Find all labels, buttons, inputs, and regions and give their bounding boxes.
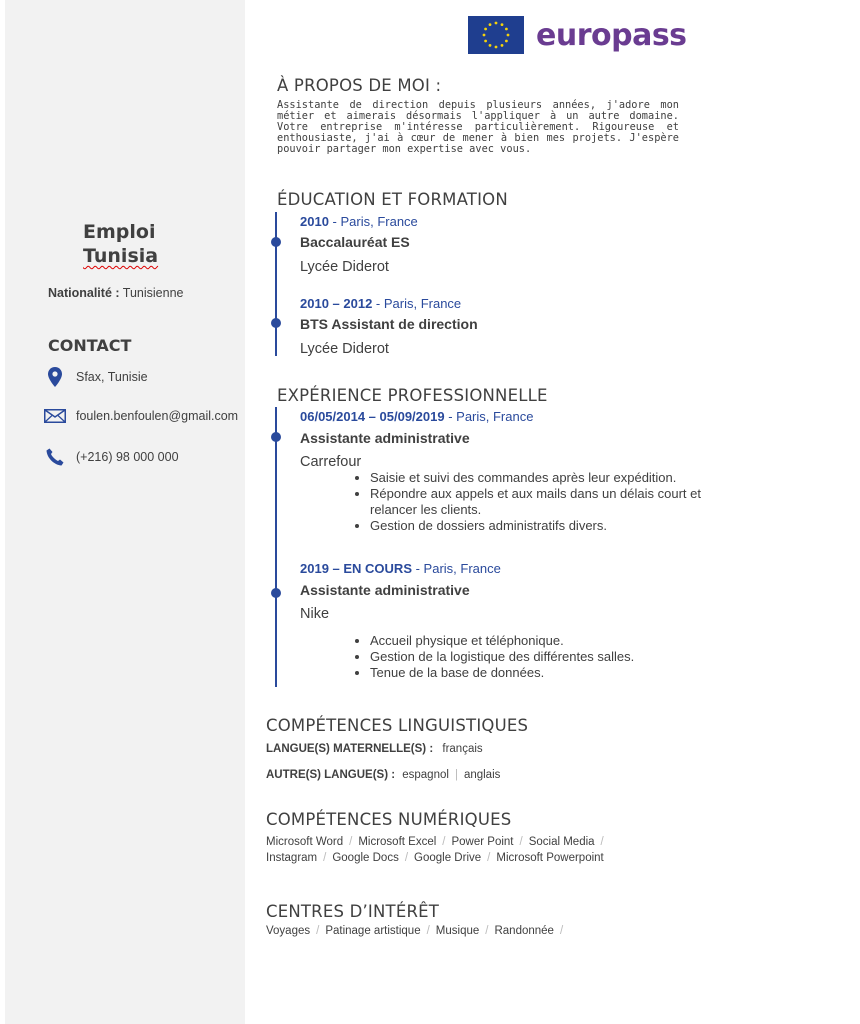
education-school: Lycée Diderot (300, 341, 389, 357)
name-last: Tunisia (83, 245, 159, 267)
skill-tag: Microsoft Powerpoint (496, 852, 604, 864)
about-heading: À PROPOS DE MOI : (277, 76, 442, 95)
languages-heading: COMPÉTENCES LINGUISTIQUES (266, 716, 529, 735)
education-timeline (275, 212, 277, 356)
native-languages (266, 743, 483, 755)
education-heading: ÉDUCATION ET FORMATION (277, 190, 508, 209)
digital-skills-list: Microsoft Word / Microsoft Excel / Power Point / Social Media / Instagram / Google Docs / Google Drive / Microsoft Powerpoint (266, 836, 604, 864)
about-text: Assistante de direction depuis plusieurs années, j'adore mon métier et aimerais désormais l'appliquer à un autre domaine. Votre entreprise m'intéresse particulièrement. Rigoureuse et enthousiaste, j'ai à cœur de mener à bien mes projets. J'espère pouvoir partager mon expertise avec vous. (277, 99, 679, 155)
contact-phone (44, 448, 179, 466)
separator: | (454, 769, 458, 781)
experience-company: Nike (300, 606, 330, 622)
nationality-value: Tunisienne (122, 286, 184, 300)
interests-list: Voyages / Patinage artistique / Musique / Randonnée / (266, 925, 564, 937)
interest-tag: Patinage artistique (325, 925, 421, 937)
list-item: • Tenue de la base de données. (370, 665, 710, 681)
nationality-label: Nationalité : (48, 286, 120, 300)
europass-wordmark: europass (536, 17, 687, 53)
location-pin-icon (44, 367, 66, 387)
interests-heading: CENTRES D’INTÉRÊT (266, 902, 440, 921)
timeline-dot (271, 237, 281, 247)
name-first: Emploi (83, 221, 156, 243)
contact-address (44, 367, 148, 387)
native-language-value: français (442, 743, 483, 755)
date-place: - Paris, France (372, 296, 462, 311)
phone-icon (44, 448, 66, 466)
candidate-name (78, 220, 158, 268)
native-language-label: LANGUE(S) MATERNELLE(S) : (266, 743, 434, 755)
experience-title: Assistante administrative (300, 582, 470, 598)
nationality (48, 286, 183, 300)
experience-date (300, 561, 501, 576)
date-place: - Paris, France (444, 409, 534, 424)
europass-logo (468, 16, 687, 54)
language-tag: anglais (463, 769, 501, 781)
interest-tag: Randonnée (494, 925, 554, 937)
education-date (300, 296, 461, 311)
sidebar (5, 0, 245, 1024)
date-range: 2019 – EN COURS (300, 561, 412, 576)
experience-heading: EXPÉRIENCE PROFESSIONNELLE (277, 386, 548, 405)
list-item: • Gestion de la logistique des différentes salles. (370, 649, 710, 665)
eu-flag-icon (468, 16, 524, 54)
experience-date (300, 409, 533, 424)
address-text: Sfax, Tunisie (76, 370, 148, 384)
timeline-dot (271, 318, 281, 328)
education-date (300, 214, 418, 229)
list-item: • Saisie et suivi des commandes après leur expédition. (370, 470, 710, 486)
date-place: - Paris, France (328, 214, 418, 229)
other-languages (266, 769, 500, 781)
interest-tag: Voyages (266, 925, 311, 937)
experience-tasks (330, 633, 710, 681)
phone-text: (+216) 98 000 000 (76, 450, 179, 464)
other-language-label: AUTRE(S) LANGUE(S) : (266, 769, 396, 781)
skill-tag: Google Docs (332, 852, 399, 864)
email-text[interactable]: foulen.benfoulen@gmail.com (76, 409, 239, 423)
education-title: Baccalauréat ES (300, 234, 410, 250)
date-range: 2010 – 2012 (300, 296, 373, 311)
list-item: • Gestion de dossiers administratifs divers. (370, 518, 710, 534)
envelope-icon (44, 409, 66, 423)
list-item: • Accueil physique et téléphonique. (370, 633, 710, 649)
list-item: • Répondre aux appels et aux mails dans un délais court et relancer les clients. (370, 486, 710, 518)
experience-title: Assistante administrative (300, 430, 470, 446)
date-place: - Paris, France (412, 561, 501, 576)
date-range: 2010 (300, 214, 329, 229)
skill-tag: Microsoft Word (266, 836, 344, 848)
skill-tag: Power Point (451, 836, 514, 848)
interest-tag: Musique (435, 925, 480, 937)
date-range: 06/05/2014 – 05/09/2019 (300, 409, 445, 424)
contact-email (44, 409, 238, 423)
experience-timeline (275, 407, 277, 687)
timeline-dot (271, 588, 281, 598)
timeline-dot (271, 432, 281, 442)
language-tag: espagnol (402, 769, 449, 781)
skill-tag: Microsoft Excel (358, 836, 437, 848)
education-title: BTS Assistant de direction (300, 316, 478, 332)
experience-tasks (330, 470, 710, 534)
education-school: Lycée Diderot (300, 259, 389, 275)
contact-heading: CONTACT (48, 336, 132, 355)
skill-tag: Social Media (528, 836, 595, 848)
digital-skills-heading: COMPÉTENCES NUMÉRIQUES (266, 810, 512, 829)
experience-company: Carrefour (300, 454, 362, 470)
skill-tag: Instagram (266, 852, 318, 864)
skill-tag: Google Drive (414, 852, 482, 864)
